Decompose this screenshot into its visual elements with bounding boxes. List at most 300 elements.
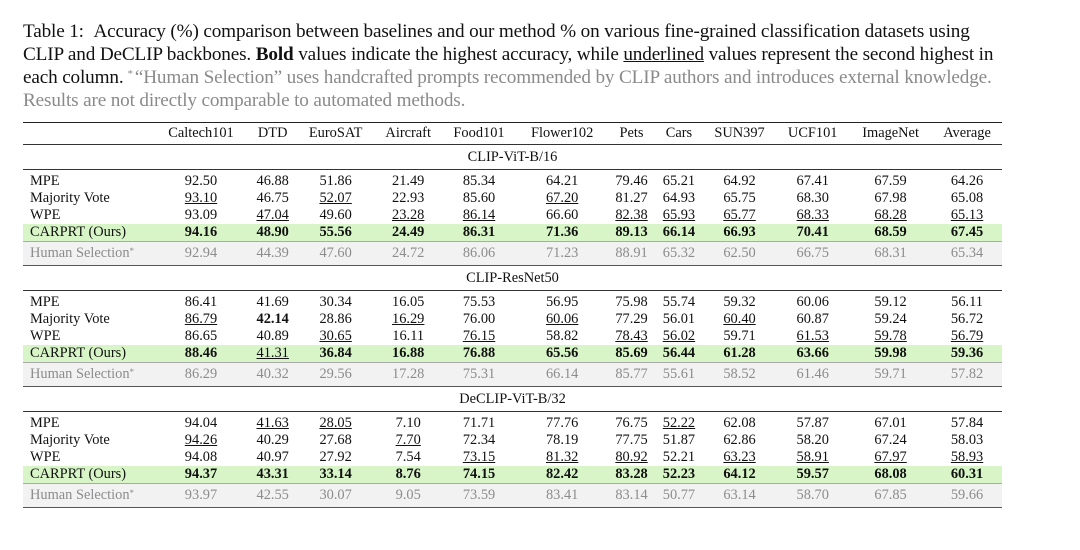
value-cell [442, 412, 517, 433]
value-cell [442, 449, 517, 466]
value-cell [608, 207, 655, 224]
method-label: Human Selection [30, 366, 130, 382]
value: 65.77 [723, 207, 756, 223]
value: 77.75 [615, 432, 648, 448]
value: 48.90 [256, 224, 289, 240]
value: 71.71 [462, 415, 496, 431]
value-cell [932, 291, 1002, 312]
value: 16.11 [392, 328, 425, 344]
value-cell [703, 449, 777, 466]
value: 59.71 [723, 328, 756, 344]
value: 76.00 [462, 311, 496, 327]
value: 56.01 [662, 311, 696, 327]
value: 94.26 [184, 432, 218, 448]
value: 56.79 [950, 328, 984, 344]
human-note-mark: * [129, 367, 135, 377]
value: 86.65 [184, 328, 218, 344]
value: 43.31 [256, 466, 289, 482]
value: 58.91 [796, 449, 829, 465]
value-cell [932, 345, 1002, 363]
header-sun397: SUN397 [714, 125, 765, 141]
table-row-ours [23, 224, 1002, 242]
value-cell: 62.50 [703, 242, 777, 266]
value: 68.30 [796, 190, 829, 206]
value: 67.01 [874, 415, 907, 431]
method-name: WPE [30, 449, 61, 465]
value: 82.42 [545, 466, 579, 482]
value-cell [517, 432, 608, 449]
value-cell [517, 207, 608, 224]
value: 51.86 [319, 173, 352, 189]
value: 78.19 [545, 432, 579, 448]
value-cell [249, 224, 296, 242]
value-cell [153, 466, 249, 484]
table-row [23, 328, 1002, 345]
value-cell [517, 311, 608, 328]
value: 24.49 [392, 224, 425, 240]
method-name: Majority Vote [30, 190, 110, 206]
table-row [23, 311, 1002, 328]
value-cell [776, 311, 849, 328]
value: 52.07 [319, 190, 352, 206]
method-name [23, 242, 153, 266]
section-title-row [23, 145, 1002, 170]
section-title: DeCLIP-ViT-B/32 [459, 390, 566, 407]
method-name: Majority Vote [30, 311, 110, 327]
value: 85.69 [615, 345, 648, 361]
value: 56.02 [662, 328, 696, 344]
value: 47.04 [256, 207, 289, 223]
value: 57.87 [796, 415, 829, 431]
header-eurosat: EuroSAT [308, 125, 363, 141]
value-cell [655, 412, 702, 433]
value-cell [608, 328, 655, 345]
value: 46.88 [256, 173, 289, 189]
value: 86.79 [184, 311, 218, 327]
value: 66.93 [723, 224, 756, 240]
value-cell [249, 291, 296, 312]
value: 76.75 [615, 415, 648, 431]
value-cell [153, 291, 249, 312]
caption-note-mark: * [127, 68, 133, 80]
value-cell [517, 449, 608, 466]
value-cell [442, 291, 517, 312]
value-cell [517, 345, 608, 363]
value: 75.98 [615, 294, 648, 310]
table-caption [23, 20, 1013, 112]
value: 63.23 [723, 449, 756, 465]
value-cell: 58.70 [776, 484, 849, 508]
human-note-mark: * [129, 246, 135, 256]
value: 52.23 [662, 466, 696, 482]
value: 59.98 [874, 345, 907, 361]
value-cell [776, 328, 849, 345]
value-cell [375, 328, 442, 345]
value: 93.10 [184, 190, 218, 206]
value: 77.76 [545, 415, 579, 431]
value-cell [517, 466, 608, 484]
value-cell [932, 207, 1002, 224]
value-cell [703, 190, 777, 207]
caption-text-1: Accuracy (%) comparison between baselines and our method % on various fine-grained classification datasets using CLIP and DeCLIP backbones. [23, 21, 970, 65]
value-cell [655, 466, 702, 484]
value-cell [153, 311, 249, 328]
section-title-row [23, 266, 1002, 291]
value-cell [608, 170, 655, 191]
value: 60.31 [950, 466, 984, 482]
value-cell: 73.59 [442, 484, 517, 508]
value-cell [296, 170, 374, 191]
value: 41.69 [256, 294, 289, 310]
value: 41.63 [256, 415, 289, 431]
value: 82.38 [615, 207, 648, 223]
value: 68.08 [874, 466, 907, 482]
value-cell [442, 345, 517, 363]
value-cell [375, 311, 442, 328]
value-cell [655, 291, 702, 312]
value-cell [296, 432, 374, 449]
value-cell [608, 291, 655, 312]
value: 60.06 [545, 311, 579, 327]
value: 65.93 [662, 207, 696, 223]
value-cell [153, 449, 249, 466]
value: 55.56 [319, 224, 352, 240]
value: 40.97 [256, 449, 289, 465]
table-row-human-selection [23, 242, 1002, 266]
value-cell [655, 345, 702, 363]
value: 56.95 [545, 294, 579, 310]
table-row-human-selection [23, 363, 1002, 387]
value-cell [849, 190, 932, 207]
value: 36.84 [319, 345, 352, 361]
value: 41.31 [256, 345, 289, 361]
value-cell [375, 190, 442, 207]
value-cell [703, 207, 777, 224]
value-cell [776, 466, 849, 484]
section-title: CLIP-ResNet50 [466, 269, 559, 286]
section-title: CLIP-ViT-B/16 [467, 148, 558, 165]
value-cell [296, 466, 374, 484]
value: 65.13 [950, 207, 984, 223]
value-cell [375, 432, 442, 449]
header-caltech101: Caltech101 [168, 125, 234, 141]
value: 74.15 [462, 466, 496, 482]
value-cell: 17.28 [375, 363, 442, 387]
value-cell [776, 170, 849, 191]
value-cell [849, 224, 932, 242]
value: 52.21 [662, 449, 696, 465]
value-cell [153, 432, 249, 449]
value: 76.15 [462, 328, 496, 344]
value-cell [249, 432, 296, 449]
value: 60.87 [796, 311, 829, 327]
value: 94.04 [184, 415, 218, 431]
method-label: Human Selection [30, 245, 130, 261]
value-cell: 63.14 [703, 484, 777, 508]
value: 72.34 [462, 432, 496, 448]
value-cell [249, 190, 296, 207]
value: 94.16 [184, 224, 218, 240]
value-cell [375, 207, 442, 224]
value: 86.14 [462, 207, 496, 223]
method-name: CARPRT (Ours) [23, 224, 153, 242]
value-cell: 88.91 [608, 242, 655, 266]
value-cell: 44.39 [249, 242, 296, 266]
value: 59.78 [874, 328, 907, 344]
value: 65.56 [545, 345, 579, 361]
value-cell [703, 224, 777, 242]
section-title-row [23, 387, 1002, 412]
value-cell [442, 466, 517, 484]
method-name: MPE [30, 415, 60, 431]
value: 89.13 [615, 224, 648, 240]
value: 58.20 [796, 432, 829, 448]
method-name [23, 363, 153, 387]
value: 67.41 [796, 173, 829, 189]
value-cell [517, 412, 608, 433]
method-name: WPE [30, 328, 61, 344]
value-cell [776, 190, 849, 207]
value: 64.26 [950, 173, 984, 189]
value: 77.29 [615, 311, 648, 327]
value-cell: 67.85 [849, 484, 932, 508]
value-cell [517, 291, 608, 312]
value-cell [655, 311, 702, 328]
value-cell [296, 291, 374, 312]
value-cell [776, 432, 849, 449]
value: 40.29 [256, 432, 289, 448]
table-row-ours [23, 345, 1002, 363]
value: 94.08 [184, 449, 218, 465]
value-cell: 59.66 [932, 484, 1002, 508]
value-cell [655, 432, 702, 449]
value: 81.32 [545, 449, 579, 465]
header-pets: Pets [619, 125, 644, 141]
table-row [23, 170, 1002, 191]
value-cell: 42.55 [249, 484, 296, 508]
value-cell [608, 224, 655, 242]
caption-text-2: values indicate the highest accuracy, while [298, 44, 619, 65]
value: 58.03 [950, 432, 984, 448]
value: 64.21 [545, 173, 579, 189]
method-name: CARPRT (Ours) [23, 345, 153, 363]
value: 42.14 [256, 311, 289, 327]
value-cell: 29.56 [296, 363, 374, 387]
value-cell: 61.46 [776, 363, 849, 387]
value: 57.84 [950, 415, 984, 431]
value-cell [849, 449, 932, 466]
value-cell [442, 190, 517, 207]
value-cell: 93.97 [153, 484, 249, 508]
value: 68.28 [874, 207, 907, 223]
value: 21.49 [392, 173, 425, 189]
value-cell [249, 328, 296, 345]
value-cell [517, 170, 608, 191]
value-cell [703, 345, 777, 363]
header-average: Average [943, 125, 991, 141]
table-row [23, 207, 1002, 224]
value: 55.74 [662, 294, 696, 310]
value: 59.24 [874, 311, 907, 327]
value-cell: 65.34 [932, 242, 1002, 266]
value-cell: 30.07 [296, 484, 374, 508]
value-cell: 66.75 [776, 242, 849, 266]
value-cell [703, 328, 777, 345]
value-cell [608, 466, 655, 484]
value-cell [296, 328, 374, 345]
value: 67.98 [874, 190, 907, 206]
value: 86.41 [184, 294, 218, 310]
value: 67.20 [545, 190, 579, 206]
value-cell [932, 311, 1002, 328]
value: 83.28 [615, 466, 648, 482]
table-row [23, 291, 1002, 312]
value: 8.76 [395, 466, 421, 482]
value: 27.68 [319, 432, 352, 448]
value: 61.28 [723, 345, 756, 361]
caption-label: Table 1: [23, 21, 84, 42]
value-cell [153, 328, 249, 345]
value: 67.24 [874, 432, 907, 448]
value: 16.29 [392, 311, 425, 327]
value-cell [442, 224, 517, 242]
value: 66.60 [545, 207, 579, 223]
value: 62.86 [723, 432, 756, 448]
value: 56.11 [951, 294, 983, 310]
value-cell [249, 170, 296, 191]
table-row [23, 432, 1002, 449]
value-cell: 68.31 [849, 242, 932, 266]
value-cell [703, 466, 777, 484]
value: 62.08 [723, 415, 756, 431]
value: 52.22 [662, 415, 696, 431]
value-cell [932, 170, 1002, 191]
value: 58.82 [545, 328, 579, 344]
method-name: CARPRT (Ours) [23, 466, 153, 484]
value-cell: 24.72 [375, 242, 442, 266]
value-cell [249, 311, 296, 328]
value: 68.33 [796, 207, 829, 223]
header-imagenet: ImageNet [862, 125, 919, 141]
human-note-mark: * [129, 488, 135, 498]
value-cell [153, 190, 249, 207]
header-aircraft: Aircraft [385, 125, 431, 141]
value-cell [703, 432, 777, 449]
value-cell [776, 207, 849, 224]
value-cell: 83.14 [608, 484, 655, 508]
method-name: MPE [30, 173, 60, 189]
value-cell [517, 328, 608, 345]
value: 63.66 [796, 345, 829, 361]
value-cell: 58.52 [703, 363, 777, 387]
value: 68.59 [874, 224, 907, 240]
value: 67.59 [874, 173, 907, 189]
value: 16.88 [392, 345, 425, 361]
value-cell [296, 224, 374, 242]
value: 40.89 [256, 328, 289, 344]
value: 28.86 [319, 311, 352, 327]
value-cell [442, 432, 517, 449]
method-label: Human Selection [30, 487, 130, 503]
value-cell [249, 466, 296, 484]
table-row [23, 412, 1002, 433]
value-cell [442, 170, 517, 191]
value-cell [932, 412, 1002, 433]
value-cell [849, 207, 932, 224]
value: 73.15 [462, 449, 496, 465]
value-cell: 85.77 [608, 363, 655, 387]
value-cell [249, 449, 296, 466]
value-cell [375, 224, 442, 242]
value-cell [375, 170, 442, 191]
value: 33.14 [319, 466, 352, 482]
header-cars: Cars [665, 125, 693, 141]
value-cell [442, 328, 517, 345]
header-method [23, 123, 153, 145]
method-name: MPE [30, 294, 60, 310]
value: 60.40 [723, 311, 756, 327]
value: 65.21 [662, 173, 696, 189]
value-cell [655, 190, 702, 207]
value-cell [849, 291, 932, 312]
value-cell [655, 170, 702, 191]
method-name: WPE [30, 207, 61, 223]
value: 56.44 [662, 345, 696, 361]
value: 75.53 [462, 294, 496, 310]
value-cell [655, 207, 702, 224]
value-cell [249, 412, 296, 433]
value-cell: 55.61 [655, 363, 702, 387]
value-cell: 50.77 [655, 484, 702, 508]
value: 92.50 [184, 173, 218, 189]
caption-note: “Human Selection” uses handcrafted prompts recommended by CLIP authors and introduces external knowledge. Results are not directly comparable to automated methods. [23, 67, 992, 111]
value: 93.09 [184, 207, 218, 223]
value-cell [375, 449, 442, 466]
value-cell [703, 291, 777, 312]
value-cell [296, 190, 374, 207]
value-cell [849, 432, 932, 449]
value-cell [296, 412, 374, 433]
value: 30.65 [319, 328, 352, 344]
value-cell [932, 328, 1002, 345]
value-cell [608, 432, 655, 449]
value-cell [608, 311, 655, 328]
value-cell: 65.32 [655, 242, 702, 266]
value-cell [932, 432, 1002, 449]
value: 78.43 [615, 328, 648, 344]
value-cell [375, 412, 442, 433]
value: 58.93 [950, 449, 984, 465]
value-cell [932, 449, 1002, 466]
value-cell [153, 345, 249, 363]
value-cell [442, 311, 517, 328]
value-cell [608, 345, 655, 363]
header-ucf101: UCF101 [787, 125, 838, 141]
value-cell [849, 345, 932, 363]
value-cell [517, 190, 608, 207]
value: 61.53 [796, 328, 829, 344]
value: 7.10 [395, 415, 421, 431]
method-name: Majority Vote [30, 432, 110, 448]
results-table [23, 122, 1002, 508]
value-cell [608, 412, 655, 433]
value: 80.92 [615, 449, 648, 465]
header-flower102: Flower102 [530, 125, 594, 141]
value-cell [849, 466, 932, 484]
value: 81.27 [615, 190, 648, 206]
table-row [23, 449, 1002, 466]
value: 65.08 [950, 190, 984, 206]
